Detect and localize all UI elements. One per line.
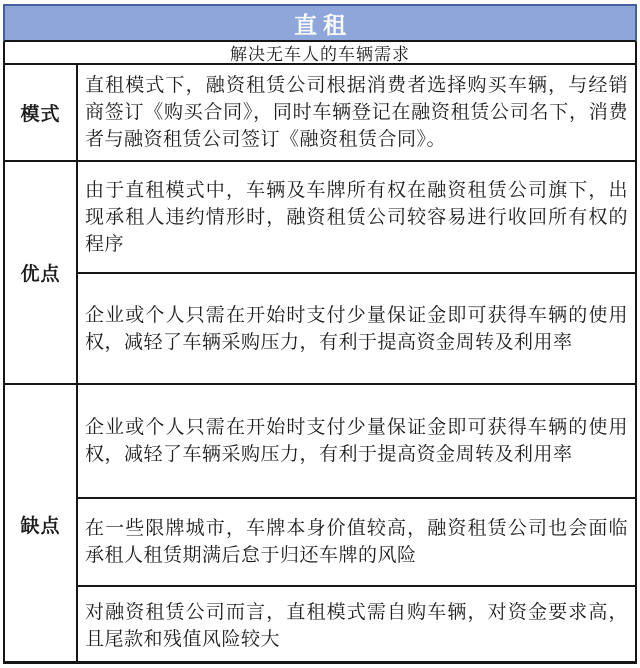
cons-cell-2 (78, 497, 635, 585)
mode-text: 直租模式下，融资租赁公司根据消费者选择购买车辆，与经销商签订《购买合同》，同时车辆登记在融资租赁公司名下，消费者与融资租赁公司签订《融资租赁合同》。 (85, 75, 628, 150)
row-label-mode: 模式 (5, 65, 78, 160)
row-label-cons: 缺点 (5, 383, 78, 664)
table-subtitle: 解决无车人的车辆需求 (3, 42, 637, 65)
pros-cell-1 (78, 160, 635, 272)
cons-cell-1 (78, 383, 635, 497)
cons-cell-3 (78, 585, 635, 664)
cons-item-1: 企业或个人只需在开始时支付少量保证金即可获得车辆的使用权，减轻了车辆采购压力，有利于提高资金周转及利用率 (85, 417, 628, 465)
row-label-pros: 优点 (5, 160, 78, 383)
cons-item-3: 对融资租赁公司而言，直租模式需自购车辆，对资金要求高，且尾款和残值风险较大 (85, 601, 628, 650)
pros-item-1: 由于直租模式中，车辆及车牌所有权在融资租赁公司旗下，出现承租人违约情形时，融资租赁公司较容易进行收回所有权的程序 (85, 179, 628, 255)
pros-item-2: 企业或个人只需在开始时支付少量保证金即可获得车辆的使用权，减轻了车辆采购压力，有利于提高资金周转及利用率 (85, 304, 628, 353)
direct-lease-table (3, 4, 637, 664)
table-body (3, 65, 637, 664)
table-title: 直租 (3, 4, 637, 42)
mode-cell (78, 65, 635, 160)
pros-cell-2 (78, 272, 635, 383)
cons-item-2: 在一些限牌城市，车牌本身价值较高，融资租赁公司也会面临承租人租赁期满后怠于归还车牌的风险 (85, 518, 628, 566)
